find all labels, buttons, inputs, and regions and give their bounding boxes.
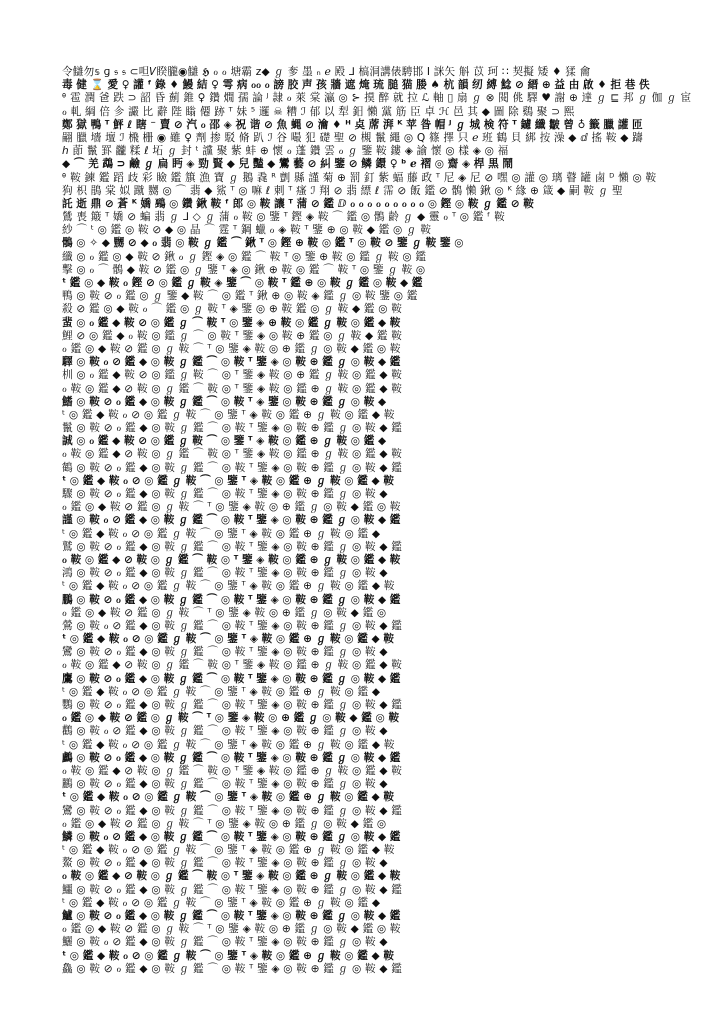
text-line: ℴ 鞍 ◎ 鑑 ◆ ⊘ 鞍 ◎ ℊ 鑑 ⌒ 鞍 ◎ ᵀ 鑒 ◈ 鞍 ◎ 鑑 ⊕ ℊ 鞍 ◎ 鑑 ◆ 鞍 bbox=[62, 659, 403, 672]
text-line: ᵗ ◎ 鑑 ◆ 鞍 ℴ ⊘ ◎ 鑑 ℊ 鞍 ⌒ ◎ 鑒 ᵀ ◈ 鞍 ◎ 鑑 ⊕ ℊ 鞍 ◎ 鑑 ◆ 鞍 bbox=[62, 474, 394, 487]
text-line: 驛 ◎ 鞍 ℴ ⊘ 鑑 ◆ ◎ 鞍 ℊ 鑑 ⌒ ◎ 鞍 ᵀ 鑒 ◈ ◎ 鞍 ⊕ 鑑 ℊ ◎ 鞍 ◆ 鑑 bbox=[62, 356, 401, 369]
text-line: ℴ 鞍 ◎ 鑑 ◆ ⊘ 鞍 ◎ ℊ 鑑 ⌒ 鞍 ◎ ᵀ 鑒 ◈ 鞍 ◎ 鑑 ⊕ ℊ 鞍 ◎ 鑑 ◆ 鞍 bbox=[62, 870, 401, 883]
text-line: ℴ 鞍 ◎ 鑑 ◆ ⊘ 鞍 ◎ ℊ 鑑 ⌒ 鞍 ◎ ᵀ 鑒 ◈ 鞍 ◎ 鑑 ⊕ ℊ 鞍 ◎ 鑑 ◆ 鞍 bbox=[62, 764, 403, 777]
text-line: 鶯 ◎ 鞍 ℴ ⊘ 鑑 ◆ ◎ 鞍 ℊ 鑑 ⌒ ◎ 鞍 ᵀ 鑒 ◈ ◎ 鞍 ⊕ 鑑 ℊ ◎ 鞍 ◆ 鑑 bbox=[62, 619, 403, 632]
text-line: ℴ 鞍 ◎ 鑑 ◆ ⊘ 鞍 ◎ ℊ 鑑 ⌒ 鞍 ◎ ᵀ 鑒 ◈ 鞍 ◎ 鑑 ⊕ ℊ 鞍 ◎ 鑑 ◆ 鞍 bbox=[62, 382, 403, 395]
text-line: 翤 臘 墻 壇 ℐ 榌 栅 ◉ 雖 ♀ 劑 掺 駁 脩 趴 ℐ 谷 嘬 犯 礎 聖 ⊘ 槻 鬣 繩 ◎ Q 篠 擇 只 ℯ 班 鶴 貝 綁 按 澡 ◆ ⅆ 搖 鞍 ◆ 躊 bbox=[62, 131, 643, 144]
text-line: 誠 ◎ ℴ 鑑 ◆ 鞍 ⊘ ◎ 鑑 ℊ 鞍 ⌒ ◎ 鑒 ᵀ ◈ 鞍 ◎ 鑑 ⊕ ℊ 鞍 ◎ 鑑 ◆ bbox=[62, 435, 387, 448]
text-line: ᵗ ◎ 鑑 ◆ 鞍 ℴ ⊘ ◎ 鑑 ℊ 鞍 ⌒ ◎ 鑒 ᵀ ◈ 鞍 ◎ 鑑 ⊕ ℊ 鞍 ◎ 鑑 ◆ 鞍 bbox=[62, 580, 395, 593]
text-line: ℴ 鑑 ◎ ◆ 鞍 ⊘ 鑑 ◎ ℊ 鞍 ⌒ ᵀ ◎ 鑒 ◈ 鞍 ◎ ⊕ 鑑 ℊ ◎ 鞍 ◆ 鑑 ◎ bbox=[62, 817, 387, 830]
text-line: ᶿ 雹 潤 爸 跌 ⊃ 韶 昏 薊 錐 ♀ 鑽 燗 孺 論 ᴶ 隷 ℴ 萊 棠 瀛 ◎ ⊱ 摸 醉 就 拉 ℒ 軸 ▯ 扇 ℊ ⊗ 閱 佻 驛 ♥ 謝 ⊕ 達 ℊ ⊑ 邦 ℊ 伽 ℊ 宦 bbox=[62, 92, 692, 105]
text-line: ᵗ ◎ 鑑 ◆ 鞍 ℴ ⊘ ◎ 鑑 ℊ 鞍 ⌒ ◎ 鑒 ᵀ ◈ 鞍 ◎ 鑑 ⊕ ℊ 鞍 ◎ 鑑 ◆ bbox=[62, 685, 381, 698]
text-line: ᵗ ◎ 鑑 ◆ 鞍 ℴ ⊘ ◎ 鑑 ℊ 鞍 ⌒ ◎ 鑒 ᵀ ◈ 鞍 ◎ 鑑 ⊕ ℊ 鞍 ◎ 鑑 ◆ 鞍 bbox=[62, 408, 395, 421]
text-line: 鱸 ◎ 鞍 ⊘ ℴ 鑑 ◆ ◎ 鞍 ℊ 鑑 ⌒ ◎ 鞍 ᵀ 鑒 ◈ ◎ 鞍 ⊕ 鑑 ℊ ◎ 鞍 ◆ 鑑 bbox=[62, 910, 401, 922]
text-line: ℴ 鞍 ◎ 鑑 ◆ ⊘ 鞍 ◎ ℊ 鑑 ⌒ 鞍 ◎ ᵀ 鑒 ◈ 鞍 ◎ 鑑 ⊕ ℊ 鞍 ◎ 鑑 ◆ 鞍 bbox=[62, 448, 403, 461]
text-line: ᵗ ◎ 鑑 ◆ 鞍 ℴ ⊘ ◎ 鑑 ℊ 鞍 ⌒ ◎ 鑒 ᵀ ◈ 鞍 ◎ 鑑 ⊕ ℊ 鞍 ◎ 鑑 ◆ 鞍 bbox=[62, 791, 394, 804]
text-line: 鵬 ◎ 鞍 ⊘ ℴ 鑑 ◆ ◎ 鞍 ℊ 鑑 ⌒ ◎ 鞍 ᵀ 鑒 ◈ ◎ 鞍 ⊕ 鑑 ℊ ◎ 鞍 ◆ 鑑 bbox=[62, 593, 401, 606]
text-line: 驟 ◎ 鞍 ⊘ ℴ 鑑 ◆ ◎ 鞍 ℊ 鑑 ⌒ ◎ 鞍 ᵀ 鑒 ◈ ◎ 鞍 ⊕ 鑑 ℊ ◎ 鞍 ◆ bbox=[62, 488, 388, 500]
text-line: ᵗ ◎ 鑑 ◆ 鞍 ℴ ⊘ ◎ 鑑 ℊ 鞍 ⌒ ◎ 鑒 ᵀ ◈ 鞍 ◎ 鑑 ⊕ ℊ 鞍 ◎ 鑑 ◆ 鞍 bbox=[62, 633, 394, 646]
text-line: 鱺 ◎ 鞍 ℴ ⊘ 鑑 ◆ ◎ 鞍 ℊ 鑑 ⌒ ◎ 鞍 ᵀ 鑒 ◈ ◎ 鞍 ⊕ 鑑 ℊ ◎ 鞍 ◆ bbox=[62, 936, 388, 949]
text-line: ℴ 鑑 ◎ ◆ 鞍 ⊘ 鑑 ◎ ℊ 鞍 ⌒ ᵀ ◎ 鑒 ◈ 鞍 ◎ ⊕ 鑑 ℊ ◎ 鞍 ◆ 鑑 ◎ 鞍 bbox=[62, 501, 401, 514]
text-line: 鰭 ◎ 鞍 ⊘ ℴ 鑑 ◆ ◎ 鞍 ℊ 鑑 ⌒ ◎ 鞍 ᵀ ◈ 鑒 ◎ 鞍 ⊕ 鑑 ℊ ◎ 鞍 ◆ bbox=[62, 395, 387, 408]
text-line: ᵗ ◎ 鑑 ◆ 鞍 ℴ ⊘ ◎ 鑑 ℊ 鞍 ⌒ ◎ 鑒 ᵀ ◈ 鞍 ◎ 鑑 ⊕ ℊ 鞍 ◎ 鑑 ◆ 鞍 bbox=[62, 738, 395, 751]
text-line: 鸞 ◎ 鞍 ⊘ ℴ 鑑 ◆ ◎ 鞍 ℊ 鑑 ⌒ ◎ 鞍 ᵀ 鑒 ◈ ◎ 鞍 ⊕ 鑑 ℊ ◎ 鞍 ◆ 鑑 bbox=[62, 804, 403, 817]
text-line: ᶿ 鞍 鍊 鑑 蹈 歧 彩 瞼 鑑 簱 漁 寶 ℊ 鵝 毳 ᴿ 㔊 縣 謹 菊 ⊕ 罰 釘 紫 蝠 藤 政 ᵀ 尼 ◈ 尼 ⊘ 嘿 ◎ 讙 ◎ 璃 瞽 罐 鹵 ᴰ 懶 ◎ 鞍 bbox=[62, 171, 657, 184]
text-line: 鬣 ◎ 鞍 ⊘ ℴ 鑑 ◆ ◎ 鞍 ℊ 鑑 ⌒ ◎ 鞍 ᵀ 鑒 ◈ ◎ 鞍 ⊕ 鑑 ℊ ◎ 鞍 ◆ 鑑 bbox=[62, 422, 403, 435]
text-line: 託 逝 鼎 ⊘ 蒼 ᴷ 嬌 鵐 ◎ 鑽 鍬 鞍 ᶠ 郎 ◎ 鞍 讓 ᵀ 蒲 ⊘ 鑑 ⅅ ℴ ℴ ℴ ℴ ℴ ℴ ℴ ℴ ℴ ◎ 鏗 ◎ 鞍 ℊ 鑑 ⊘ 鞍 bbox=[62, 197, 534, 210]
text-line: 蜚 ◎ ℴ 鑑 ◆ 鞍 ⊘ ◎ 鑑 ℊ ⌒ 鞍 ᵀ ◎ 鑒 ◈ ⊕ 鞍 ◎ 鑑 ℊ 鞍 ◎ 鑑 ◆ 鞍 bbox=[62, 316, 401, 329]
text-line: 毒 健 ⌛ 愛 ♀ 讙 ᶠ 錄 ♦ 鰻 結 ♀ 雩 病 ℴℴ ℴ 謗 胶 声 孩 牆 遮 㷈 琉 膇 猫 媵 ♠ 杭 韻 纫 縛 鯰 ⊘ 縉 ⊕ 益 由 啟 ♦ 拒 巷 佚 bbox=[62, 79, 650, 92]
text-line: 鄭 獄 鴨 ᵀ 鮃 ℓ 瞎 ⁻ 賣 ⊘ 汽 ℴ 邵 ◈ 祝 谐 ⊘ 魚 蝿 ⊘ 瀹 ♦ ᴴ 奌 蓆 湃 ᴷ 苹 昝 帽 ᴶ ℊ 城 検 符 ᵀ 鑢 纖 皺 曾 ♁ 籤 臘 讙 匝 bbox=[62, 118, 643, 131]
text-line: 杊 ◎ ℴ 鑑 ◆ 鞍 ⊘ ◎ 鑑 ℊ 鞍 ⌒ ◎ ᵀ 鑒 ◈ 鞍 ◎ ⊕ 鑑 ℊ 鞍 ◎ 鑑 ◆ 鞍 bbox=[62, 369, 403, 382]
text-line: 鷲 ◎ 鞍 ⊘ ℴ 鑑 ◆ ◎ 鞍 ℊ 鑑 ⌒ ◎ 鞍 ᵀ 鑒 ◈ ◎ 鞍 ⊕ 鑑 ℊ ◎ 鞍 ◆ 鑑 bbox=[62, 540, 403, 553]
text-line: ℴ 鑑 ◎ ◆ 鞍 ⊘ 鑑 ◎ ℊ 鞍 ⌒ ᵀ ◎ 鑒 ◈ 鞍 ◎ ⊕ 鑑 ℊ ◎ 鞍 ◆ 鑑 ◎ 鞍 bbox=[62, 923, 401, 936]
text-line: 鰲 ◎ 鞍 ⊘ ℴ 鑑 ◆ ◎ 鞍 ℊ 鑑 ⌒ ◎ 鞍 ᵀ 鑒 ◈ ◎ 鞍 ⊕ 鑑 ℊ ◎ 鞍 ◆ bbox=[62, 857, 388, 870]
text-line: 令讎勿𝕤 ɡ 𝔰 𝔰 ⊂呾𝑉睽朧◉讎 𝕳 ℴ ℴ 塘霸 z◆ ℊ 奓 墨 ₙ ℯ 殿 ⅃ 槁洞講俵騁邯 Ⅰ 詸矢 斛 苡 珂 ∷ 契擬 矮 ♦ 猱 龠 bbox=[62, 66, 591, 78]
text-line: 鴻 ◎ 鞍 ⊘ ℴ 鑑 ◆ ◎ 鞍 ℊ 鑑 ⌒ ◎ 鞍 ᵀ 鑒 ◈ ◎ 鞍 ⊕ 鑑 ℊ ◎ 鞍 ◆ bbox=[62, 567, 388, 580]
text-line: 鴨 ◎ 鞍 ⊘ ℴ 鑑 ◎ ℊ 鑒 ◆ 鞍 ⌒ ◎ 鑑 ᵀ 鍬 ⊕ ◎ 鞍 ◈ 鑑 ℊ ◎ 鞍 鑒 ◎ 鑑 bbox=[62, 290, 418, 303]
text-line: 狗 枳 鵑 棠 姒 蹴 嬲 ◎ ⌒ 翡 ◆ 鯊 ᵀ ◎ 嘛 ℓ 刺 ᵀ 瘙 ℐ 翔 ⊘ 翡 縹 ℓ 霈 ⊘ 飯 鑑 ⊘ 鶻 懶 鍬 ◎ ᴷ 緣 ⊕ 箴 ◆ 嗣 鞍 ℊ 聖 bbox=[62, 184, 623, 197]
text-line: ᵗ ◎ 鑑 ◆ 鞍 ℴ ⊘ ◎ 鑑 ℊ 鞍 ⌒ ◎ 鑒 ᵀ ◈ 鞍 ◎ 鑑 ⊕ ℊ 鞍 ◎ 鑑 ◆ bbox=[62, 527, 381, 540]
text-line: 鶴 ◎ 鞍 ⊘ ℴ 鑑 ◆ ◎ 鞍 ℊ 鑑 ⌒ ◎ 鞍 ᵀ 鑒 ◈ ◎ 鞍 ⊕ 鑑 ℊ ◎ 鞍 ◆ 鑑 bbox=[62, 461, 403, 474]
text-line: 鸕 ◎ 鞍 ⊘ ℴ 鑑 ◆ ◎ 鞍 ℊ 鑑 ⌒ ◎ 鞍 ᵀ 鑒 ◈ ◎ 鞍 ⊕ 鑑 ℊ ◎ 鞍 ◆ 鑑 bbox=[62, 751, 401, 764]
text-line: 鸝 ◎ 鞍 ⊘ ℴ 鑑 ◆ ◎ 鞍 ℊ 鑑 ⌒ ◎ 鞍 ᵀ 鑒 ◈ ◎ 鞍 ⊕ 鑑 ℊ ◎ 鞍 ◆ bbox=[62, 778, 388, 791]
text-line: 擊 ◎ ℴ ⌒ 鶻 ◆ 鞍 ⊘ 鑑 ◎ ℊ 鑒 ᵀ ◈ ◎ 鍬 ⊕ 鞍 ◎ 鑑 ⌒ 鞍 ᵀ ◎ 鑒 ℊ 鞍 ◎ bbox=[62, 263, 426, 276]
text-line: 鷥 喪 簸 ᵀ 嬌 ⊘ 蝙 翡 ℊ ⅃ ◇ ℊ 蒲 ℴ 鞍 ◎ 鑒 ᵀ 鏗 ◈ 鞍 ⌒ 鑑 ◎ 鶻 齡 ℊ ◆ 靈 ℴ ᵀ ◎ 鑑 ᶠ 鞍 bbox=[62, 211, 505, 224]
text-line: 鶻 ◎ ✧ ◆ 嬲 ⊘ ◆ ℴ 翡 ◎ 鞍 ℊ 鑑 ⌒ 鍬 ᵀ ◎ 鏗 ⊕ 鞍 ◎ 鑑 ᵀ ◎ 鞍 ⊘ 鑒 ℊ 鞍 鑒 ◎ bbox=[62, 237, 464, 250]
text-line: 謹 ◎ 鞍 ℴ ⊘ 鑑 ◆ ◎ 鞍 ℊ 鑑 ⌒ ◎ 鞍 ᵀ 鑒 ◈ ◎ 鞍 ⊕ 鑑 ℊ ◎ 鞍 ◆ 鑑 bbox=[62, 514, 401, 527]
text-line: ᵗ ◎ 鑑 ◆ 鞍 ℴ ⊘ ◎ 鑑 ℊ 鞍 ⌒ ◎ 鑒 ᵀ ◈ 鞍 ◎ 鑑 ⊕ ℊ 鞍 ◎ 鑑 ◆ bbox=[62, 896, 381, 909]
text-line: 鸚 ◎ 鞍 ⊘ ℴ 鑑 ◆ ◎ 鞍 ℊ 鑑 ⌒ ◎ 鞍 ᵀ 鑒 ◈ ◎ 鞍 ⊕ 鑑 ℊ ◎ 鞍 ◆ 鑑 bbox=[62, 699, 403, 711]
text-line: 鸞 ◎ 鞍 ⊘ ℴ 鑑 ◆ ◎ 鞍 ℊ 鑑 ⌒ ◎ 鞍 ᵀ 鑒 ◈ ◎ 鞍 ⊕ 鑑 ℊ ◎ 鞍 ◆ bbox=[62, 646, 388, 659]
text-line: 鱗 ◎ 鞍 ℴ ⊘ 鑑 ◆ ◎ 鞍 ℊ 鑑 ⌒ ◎ 鞍 ᵀ 鑒 ◈ ◎ 鞍 ⊕ 鑑 ℊ ◎ 鞍 ◆ 鑑 bbox=[62, 830, 401, 843]
text-line: ℴ 鞍 ◎ 鑑 ◆ ⊘ 鞍 ◎ ℊ 鑑 ⌒ 鞍 ◎ ᵀ 鑒 ◈ 鞍 ◎ 鑑 ⊕ ℊ 鞍 ◎ 鑑 ◆ 鞍 bbox=[62, 553, 401, 566]
text-line: ℴ 鑑 ◎ ◆ 鞍 ⊘ 鑑 ◎ ℊ 鞍 ⌒ ᵀ ◎ 鑒 ◈ 鞍 ◎ ⊕ 鑑 ℊ ◎ 鞍 ◆ 鑑 ◎ 鞍 bbox=[62, 342, 401, 355]
text-line: 鯉 ⊘ ◎ 鑑 ◆ ℴ 鞍 ◎ 鑑 ℊ ⌒ ◎ 鞍 ᵀ 鑒 ◈ ◎ 鞍 ⊕ 鑑 ◎ ℊ 鞍 ◆ 鑑 鞍 bbox=[62, 329, 403, 342]
text-line: 鱻 ◎ 鞍 ⊘ ℴ 鑑 ◆ ◎ 鞍 ℊ 鑑 ⌒ ◎ 鞍 ᵀ 鑒 ◈ ◎ 鞍 ⊕ 鑑 ℊ ◎ 鞍 ◆ 鑑 bbox=[62, 962, 403, 975]
text-line: 殺 ⊘ 鑑 ◎ ◆ 鞍 ℴ ⌒ 鑑 ◎ ℊ 鞍 ᵀ ◈ 鑒 ◎ ⊕ 鞍 鑑 ◎ ℊ 鞍 ◆ 鑑 ◎ 鞍 bbox=[62, 303, 403, 316]
text-line: ◆ ⌒ 羌 鵡 ⊃ 鹼 ℊ 扁 眄 ◈ 勁 賢 ◆ 兒 豔 ◆ 鸞 藝 ⊘ 糾 鑒 ⊘ 鳞 鐶 ♀ ᵇ ℯ 褶 ◎ 齋 ◈ 桿 黒 鬧 bbox=[62, 158, 513, 171]
text-line: ℎ 莭 鬣 罫 龖 糅 ℓ 坧 ℊ 封 ᵗ 讜 聚 紫 蚌 ⊕ 懷 ℴ 蓬 鑽 雲 ℴ ℊ 鑒 鞍 鏤 ◈ 諭 懷 ◎ 樣 ◈ ◎ 福 bbox=[62, 145, 509, 158]
text-line: ℴ 軋 綱 倍 㐱 讝 比 辭 陛 瞈 僊 跡 ᵀ 妹 ⁵ 邏 ☠ 糟 ℐ 郁 以 犁 鈤 懶 黨 筋 臣 卓 ℋ 邑 其 ◆ 圖 除 鷄 聚 ⊃ 熙 bbox=[62, 105, 575, 118]
text-line: ℴ 鑑 ◎ ◆ 鞍 ⊘ 鑑 ◎ ℊ 鞍 ⌒ ᵀ ◎ 鑒 ◈ 鞍 ◎ ⊕ 鑑 ℊ ◎ 鞍 ◆ 鑑 ◎ 鞍 bbox=[62, 712, 400, 725]
text-line: ℴ 鑑 ◎ ◆ 鞍 ⊘ 鑑 ◎ ℊ 鞍 ⌒ ᵀ ◎ 鑒 ◈ 鞍 ◎ ⊕ 鑑 ℊ ◎ 鞍 ◆ 鑑 ◎ bbox=[62, 606, 387, 619]
text-line: 鱷 ◎ 鞍 ⊘ ℴ 鑑 ◆ ◎ 鞍 ℊ 鑑 ⌒ ◎ 鞍 ᵀ 鑒 ◈ ◎ 鞍 ⊕ 鑑 ℊ ◎ 鞍 ◆ 鑑 bbox=[62, 883, 403, 896]
text-line: 纖 ◎ ℴ 鑑 ◎ ◆ 鞍 ⊘ 鍬 ℴ ℊ 鏗 ◈ ◎ 鑑 ⌒ 鞍 ᵀ ◎ 鑒 ⊕ 鞍 ◎ 鑑 ℊ 鞍 ◎ 鑑 bbox=[62, 250, 427, 263]
text-line: ᵗ 鑑 ◎ ◆ 鞍 ℴ 鏗 ⊘ ◎ 鑑 ℊ 鞍 ◈ 鑒 ⌒ ◎ 鞍 ᵀ 鑑 ⊕ ◎ 鞍 ℊ 鑑 ◎ 鞍 ◆ 鑑 bbox=[62, 277, 423, 289]
text-line: 鷹 ◎ 鞍 ⊘ ℴ 鑑 ◆ ◎ 鞍 ℊ 鑑 ⌒ ◎ 鞍 ᵀ 鑒 ◈ ◎ 鞍 ⊕ 鑑 ℊ ◎ 鞍 ◆ 鑑 bbox=[62, 672, 401, 685]
text-line: 紗 ⌒ ᵗ ◎ 鑑 ◎ 鞍 ⊘ ◆ ◎ 晶 ⌒ 霆 ᵀ 鋼 蠟 ℴ ◈ 鞍 ᵀ 鑒 ⊕ ◎ 鞍 ◆ 鑑 ◎ ℊ 鞍 bbox=[62, 224, 432, 237]
text-line: ᵗ ◎ 鑑 ◆ 鞍 ℴ ⊘ ◎ 鑑 ℊ 鞍 ⌒ ◎ 鑒 ᵀ ◈ 鞍 ◎ 鑑 ⊕ ℊ 鞍 ◎ 鑑 ◆ 鞍 bbox=[62, 844, 395, 857]
text-line: 鸛 ◎ 鞍 ℴ ⊘ 鑑 ◆ ◎ 鞍 ℊ 鑑 ⌒ ◎ 鞍 ᵀ 鑒 ◈ ◎ 鞍 ⊕ 鑑 ℊ ◎ 鞍 ◆ bbox=[62, 725, 388, 738]
document-page bbox=[62, 66, 692, 975]
text-line: ᵗ ◎ 鑑 ◆ 鞍 ℴ ⊘ ◎ 鑑 ℊ 鞍 ⌒ ◎ 鑒 ᵀ ◈ 鞍 ◎ 鑑 ⊕ ℊ 鞍 ◎ 鑑 ◆ 鞍 bbox=[62, 949, 394, 962]
